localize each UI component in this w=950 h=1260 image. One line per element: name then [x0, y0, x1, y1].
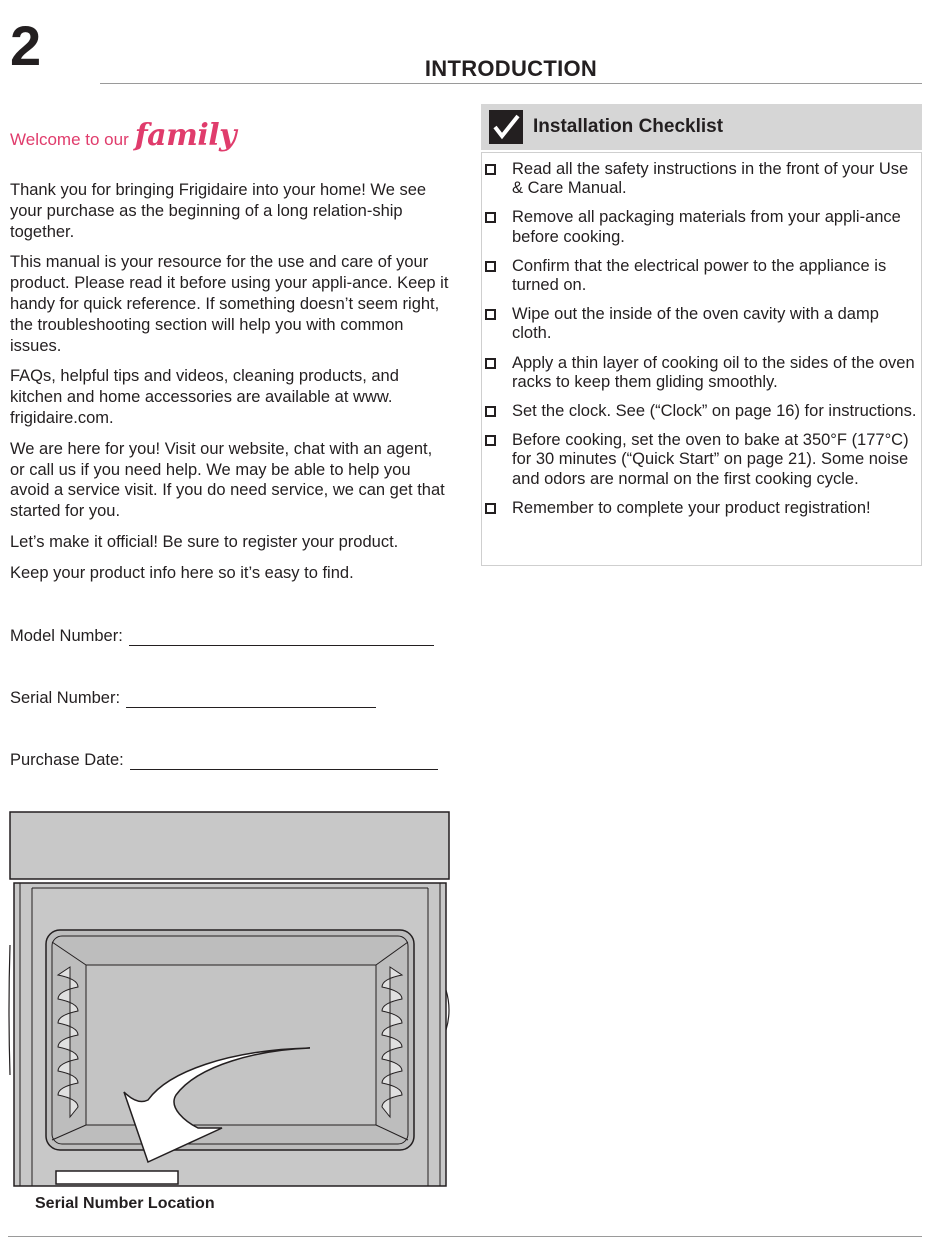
- checklist-item-text: Apply a thin layer of cooking oil to the sides of the oven racks to keep them gliding smoothly.: [512, 353, 915, 391]
- checklist: [481, 152, 922, 566]
- checklist-item-text: Remember to complete your product registration!: [512, 498, 871, 517]
- footer-divider: [8, 1236, 922, 1237]
- serial-number-label: Serial Number:: [10, 689, 121, 707]
- checkbox-icon: [485, 435, 496, 446]
- page-number: 2: [10, 14, 42, 77]
- checklist-item: [482, 431, 921, 489]
- checklist-item-text: Confirm that the electrical power to the appliance is turned on.: [512, 256, 887, 295]
- checkbox-icon: [485, 212, 496, 223]
- checklist-item: [482, 402, 921, 421]
- welcome-prefix: Welcome to our: [10, 130, 129, 149]
- intro-paragraph: FAQs, helpful tips and videos, cleaning products, and kitchen and home accessories are available at www. frigidaire.com.: [10, 367, 399, 427]
- purchase-date-label: Purchase Date:: [10, 751, 124, 769]
- checkbox-icon: [485, 503, 496, 514]
- figure-caption: Serial Number Location: [35, 1195, 215, 1212]
- model-number-field: [10, 627, 434, 646]
- header-divider: [100, 83, 922, 84]
- serial-number-field: [10, 689, 376, 708]
- serial-number-line: [126, 690, 376, 708]
- checklist-item: [482, 208, 921, 246]
- checklist-header: [481, 104, 922, 150]
- checkbox-icon: [485, 309, 496, 320]
- welcome-heading: [10, 118, 236, 153]
- checklist-item: [482, 354, 921, 392]
- checklist-item: [482, 160, 921, 198]
- checklist-item-text: Read all the safety instructions in the front of your Use & Care Manual.: [512, 160, 909, 198]
- intro-paragraph: We are here for you! Visit our website, chat with an agent, or call us if you need help. We may be able to help you avoid a service visit. If you do need service, we can get that started for you.: [10, 439, 445, 521]
- section-title: INTRODUCTION: [424, 56, 598, 81]
- model-number-line: [129, 628, 434, 646]
- intro-paragraph: Keep your product info here so it’s easy to find.: [10, 563, 354, 582]
- intro-paragraph: Let’s make it official! Be sure to register your product.: [10, 532, 399, 551]
- checklist-item: [482, 305, 921, 343]
- intro-paragraph: This manual is your resource for the use and care of your product. Please read it before using your appli-ance. Keep it handy for quick reference. If something doesn’t seem right, the troubleshooting section will help you with common issues.: [10, 253, 449, 355]
- welcome-script-word: family: [134, 118, 237, 153]
- checklist-item: [482, 499, 921, 518]
- model-number-label: Model Number:: [10, 627, 123, 645]
- checkmark-icon: [489, 110, 523, 144]
- checkbox-icon: [485, 261, 496, 272]
- intro-paragraph: Thank you for bringing Frigidaire into your home! We see your purchase as the beginning of a long relation-ship together.: [10, 181, 427, 241]
- purchase-date-field: [10, 751, 438, 770]
- checklist-item-text: Set the clock. See (“Clock” on page 16) for instructions.: [512, 402, 917, 421]
- oven-illustration: [8, 810, 452, 1195]
- checklist-item-text: Before cooking, set the oven to bake at 350°F (177°C) for 30 minutes (“Quick Start” on page 21). Some noise and odors are normal on the first cooking cycle.: [512, 431, 909, 488]
- checkbox-icon: [485, 358, 496, 369]
- checklist-title: Installation Checklist: [533, 116, 724, 137]
- checklist-item-text: Remove all packaging materials from your appli-ance before cooking.: [512, 208, 901, 246]
- checklist-item-text: Wipe out the inside of the oven cavity with a damp cloth.: [512, 305, 879, 343]
- purchase-date-line: [130, 752, 438, 770]
- checkbox-icon: [485, 164, 496, 175]
- checkbox-icon: [485, 406, 496, 417]
- checklist-item: [482, 257, 921, 295]
- intro-text: [10, 180, 450, 594]
